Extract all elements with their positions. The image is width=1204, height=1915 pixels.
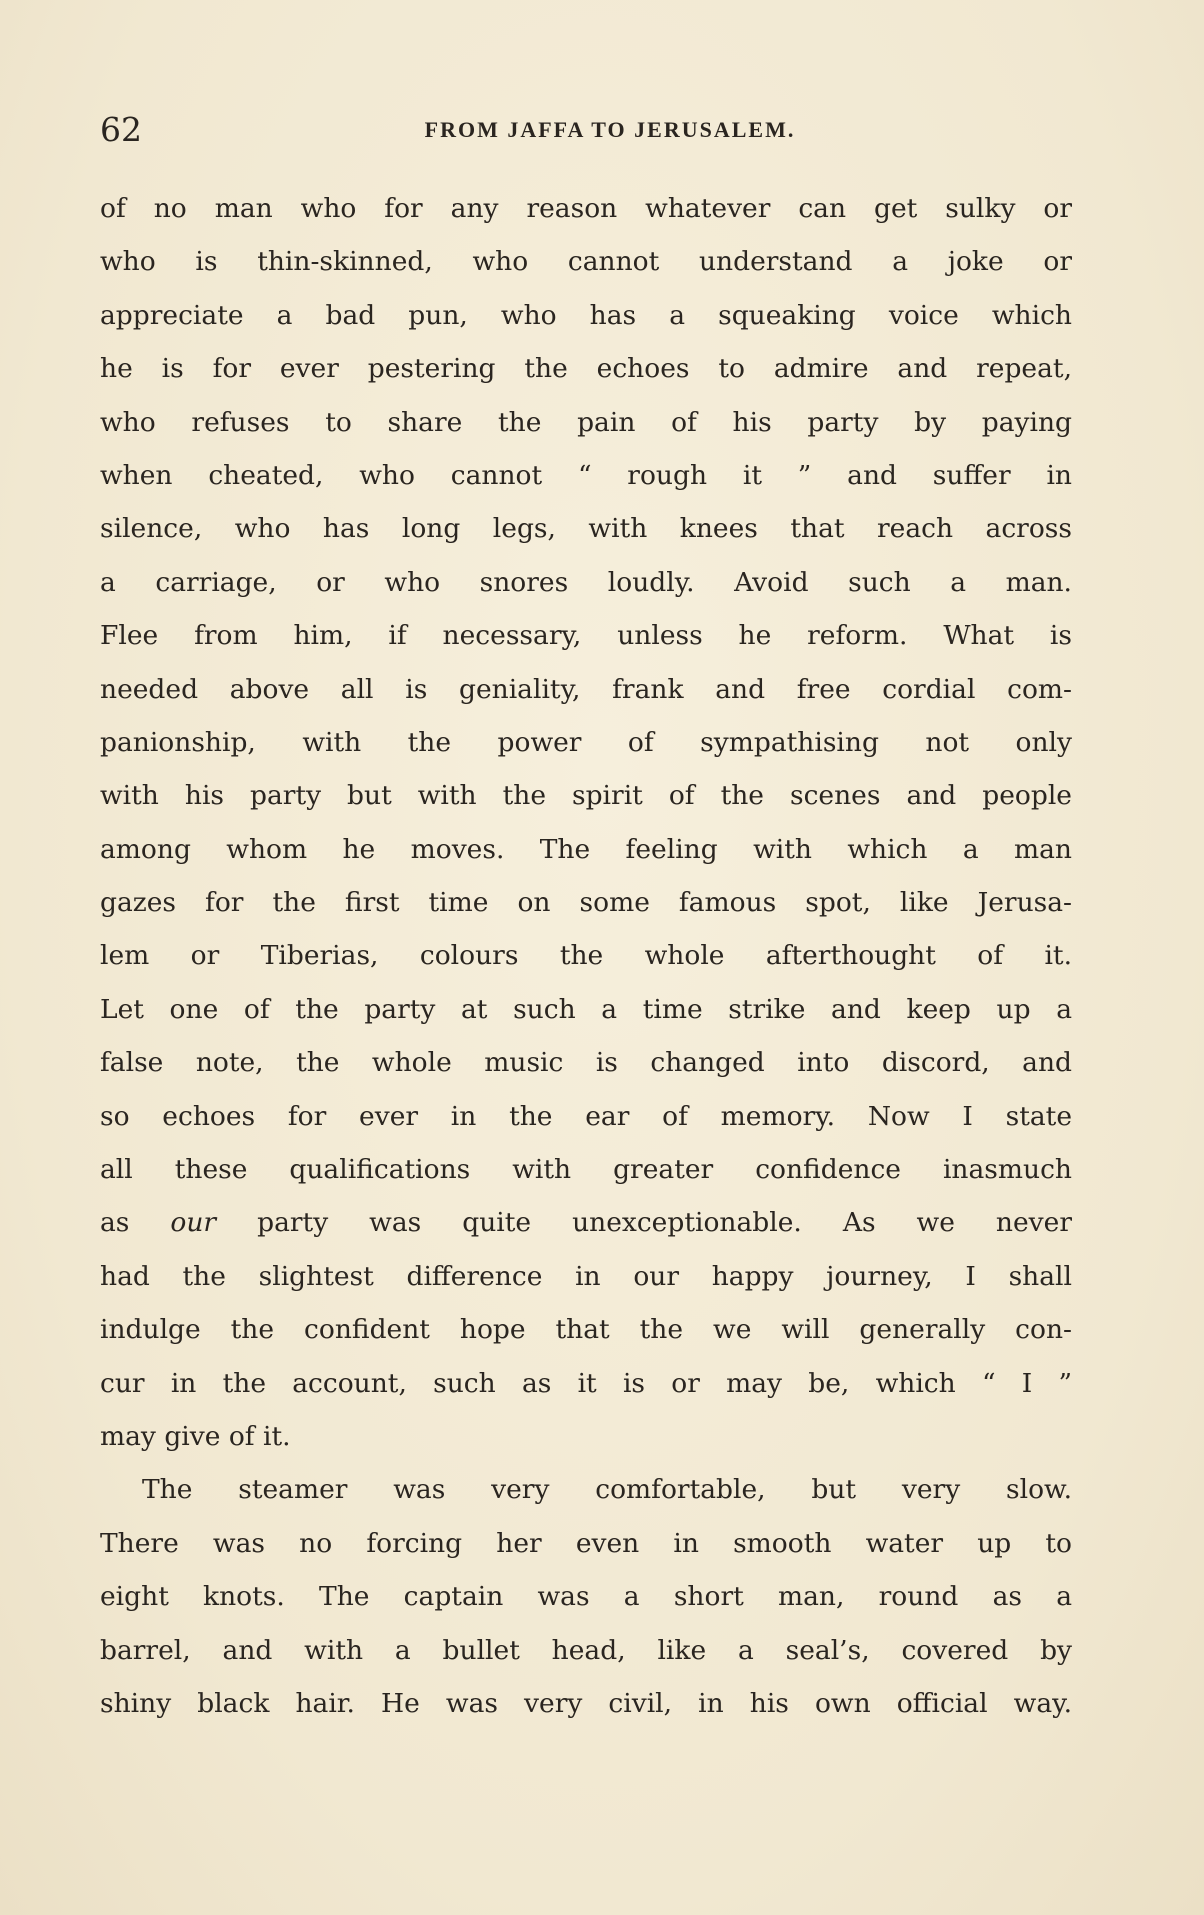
emphasis-our: our <box>170 1207 217 1239</box>
text-line: barrel, and with a bullet head, like a seal’s, covered by <box>100 1634 1072 1666</box>
text-line: eight knots. The captain was a short man, round as a <box>100 1581 1072 1613</box>
text-line: appreciate a bad pun, who has a squeaking voice which <box>100 299 1072 331</box>
text-line: with his party but with the spirit of the scenes and people <box>100 780 1072 812</box>
text-line: may give of it. <box>100 1420 291 1452</box>
page-header <box>100 108 1080 152</box>
body-text <box>100 182 1072 1730</box>
text-line: shiny black hair. He was very civil, in his own official way. <box>100 1687 1072 1719</box>
line-text-after: party was quite unexceptionable. As we never <box>216 1207 1072 1239</box>
text-line: a carriage, or who snores loudly. Avoid such a man. <box>100 566 1072 598</box>
text-line: indulge the confident hope that the we will generally con- <box>100 1314 1072 1346</box>
text-line: panionship, with the power of sympathising not only <box>100 726 1072 758</box>
text-line: all these qualifications with greater confidence inasmuch <box>100 1154 1072 1186</box>
text-line: who refuses to share the pain of his party by paying <box>100 406 1072 438</box>
text-line: had the slightest difference in our happy journey, I shall <box>100 1260 1072 1292</box>
text-line: needed above all is geniality, frank and free cordial com- <box>100 673 1072 705</box>
line-text-before: as <box>100 1207 171 1239</box>
text-line: who is thin-skinned, who cannot understand a joke or <box>100 246 1072 278</box>
text-line: lem or Tiberias, colours the whole afterthought of it. <box>100 940 1072 972</box>
text-line: he is for ever pestering the echoes to admire and repeat, <box>100 353 1072 385</box>
text-line: The steamer was very comfortable, but very slow. <box>142 1474 1072 1506</box>
text-line: There was no forcing her even in smooth water up to <box>100 1527 1072 1559</box>
paragraph-1 <box>100 182 1072 1463</box>
text-line: gazes for the first time on some famous spot, like Jerusa- <box>100 887 1072 919</box>
text-line: Flee from him, if necessary, unless he reform. What is <box>100 620 1072 652</box>
page-number: 62 <box>100 110 142 149</box>
text-line: false note, the whole music is changed into discord, and <box>100 1047 1072 1079</box>
text-line: so echoes for ever in the ear of memory. Now I state <box>100 1100 1072 1132</box>
running-head: FROM JAFFA TO JERUSALEM. <box>424 117 796 142</box>
text-line: silence, who has long legs, with knees that reach across <box>100 513 1072 545</box>
text-line: cur in the account, such as it is or may be, which “ I ” <box>100 1367 1072 1399</box>
text-line: among whom he moves. The feeling with which a man <box>100 833 1072 865</box>
text-line: when cheated, who cannot “ rough it ” and suffer in <box>100 459 1072 491</box>
text-line: Let one of the party at such a time strike and keep up a <box>100 993 1072 1025</box>
text-line: of no man who for any reason whatever can get sulky or <box>100 193 1072 224</box>
text-line-with-italic <box>100 1196 1072 1249</box>
paragraph-2 <box>100 1463 1072 1730</box>
